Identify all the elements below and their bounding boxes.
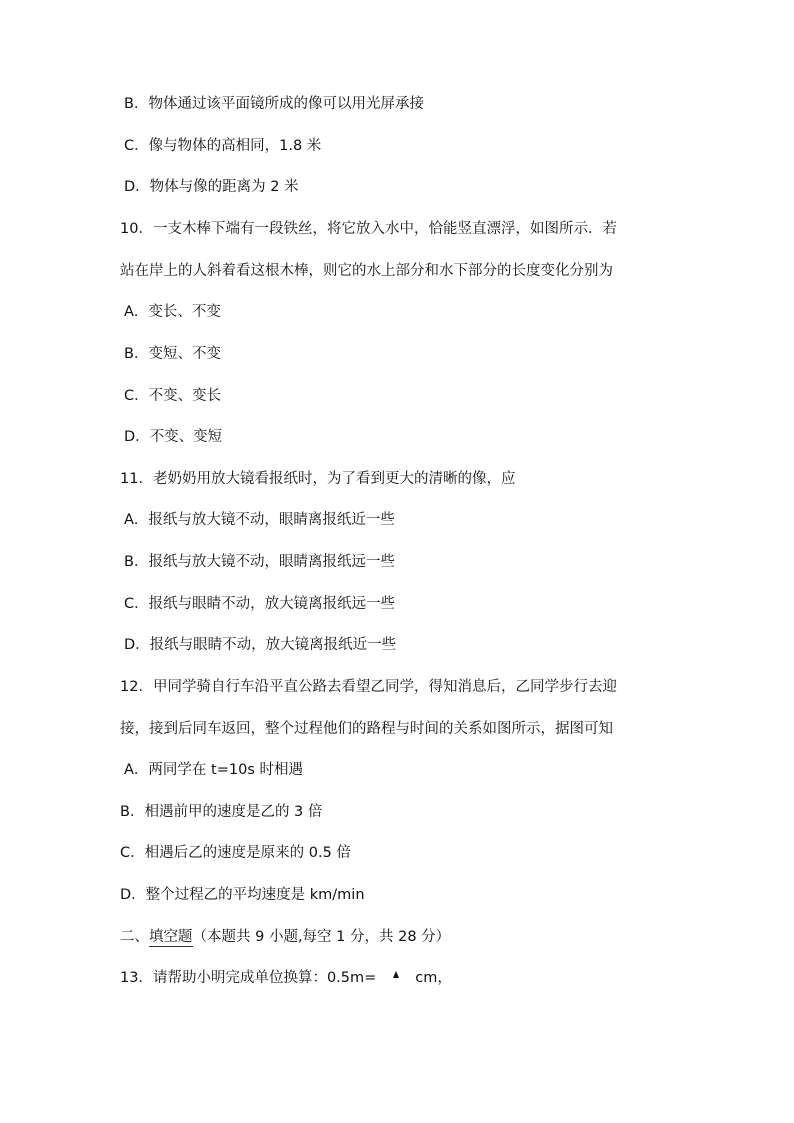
q11-stem: 11．老奶奶用放大镜看报纸时，为了看到更大的清晰的像，应 <box>120 471 516 487</box>
q10-option-a: A．变长、不变 <box>124 304 221 320</box>
q10-option-d: D．不变、变短 <box>124 429 223 445</box>
q11-option-d: D．报纸与眼睛不动，放大镜离报纸近一些 <box>124 637 397 653</box>
q13-suffix: cm， <box>415 970 452 986</box>
q12-option-c: C．相遇后乙的速度是原来的 0.5 倍 <box>120 845 351 861</box>
q11-option-a: A．报纸与放大镜不动，眼睛离报纸近一些 <box>124 512 395 528</box>
q9-option-c: C．像与物体的高相同，1.8 米 <box>124 138 322 154</box>
q12-option-a: A．两同学在 t=10s 时相遇 <box>124 762 303 778</box>
q13-prefix: 13．请帮助小明完成单位换算：0.5m= <box>120 970 377 986</box>
q12-option-b: B．相遇前甲的速度是乙的 3 倍 <box>120 804 323 820</box>
q10-option-b: B．变短、不变 <box>124 346 221 362</box>
section-prefix: 二、 <box>120 929 149 945</box>
q12-stem-line1: 12．甲同学骑自行车沿平直公路去看望乙同学，得知消息后，乙同学步行去迎 <box>120 679 617 695</box>
q9-option-d: D．物体与像的距离为 2 米 <box>124 179 299 195</box>
section-note: （本题共 9 小题,每空 1 分，共 28 分） <box>192 929 451 945</box>
section-heading <box>120 927 450 947</box>
q9-option-b: B．物体通过该平面镜所成的像可以用光屏承接 <box>124 96 424 112</box>
q12-option-d: D．整个过程乙的平均速度是 km/min <box>120 887 365 903</box>
q10-option-c: C．不变、变长 <box>124 388 222 404</box>
triangle-up-icon <box>393 971 399 978</box>
q11-option-b: B．报纸与放大镜不动，眼睛离报纸远一些 <box>124 554 395 570</box>
q12-stem-line2: 接，接到后同车返回，整个过程他们的路程与时间的关系如图所示，据图可知 <box>120 721 613 737</box>
q11-option-c: C．报纸与眼睛不动，放大镜离报纸远一些 <box>124 596 396 612</box>
q10-stem-line2: 站在岸上的人斜着看这根木棒，则它的水上部分和水下部分的长度变化分别为 <box>120 263 613 279</box>
q10-stem-line1: 10．一支木棒下端有一段铁丝，将它放入水中，恰能竖直漂浮，如图所示．若 <box>120 221 617 237</box>
section-title: 填空题 <box>149 929 193 945</box>
q13-stem <box>120 968 452 988</box>
